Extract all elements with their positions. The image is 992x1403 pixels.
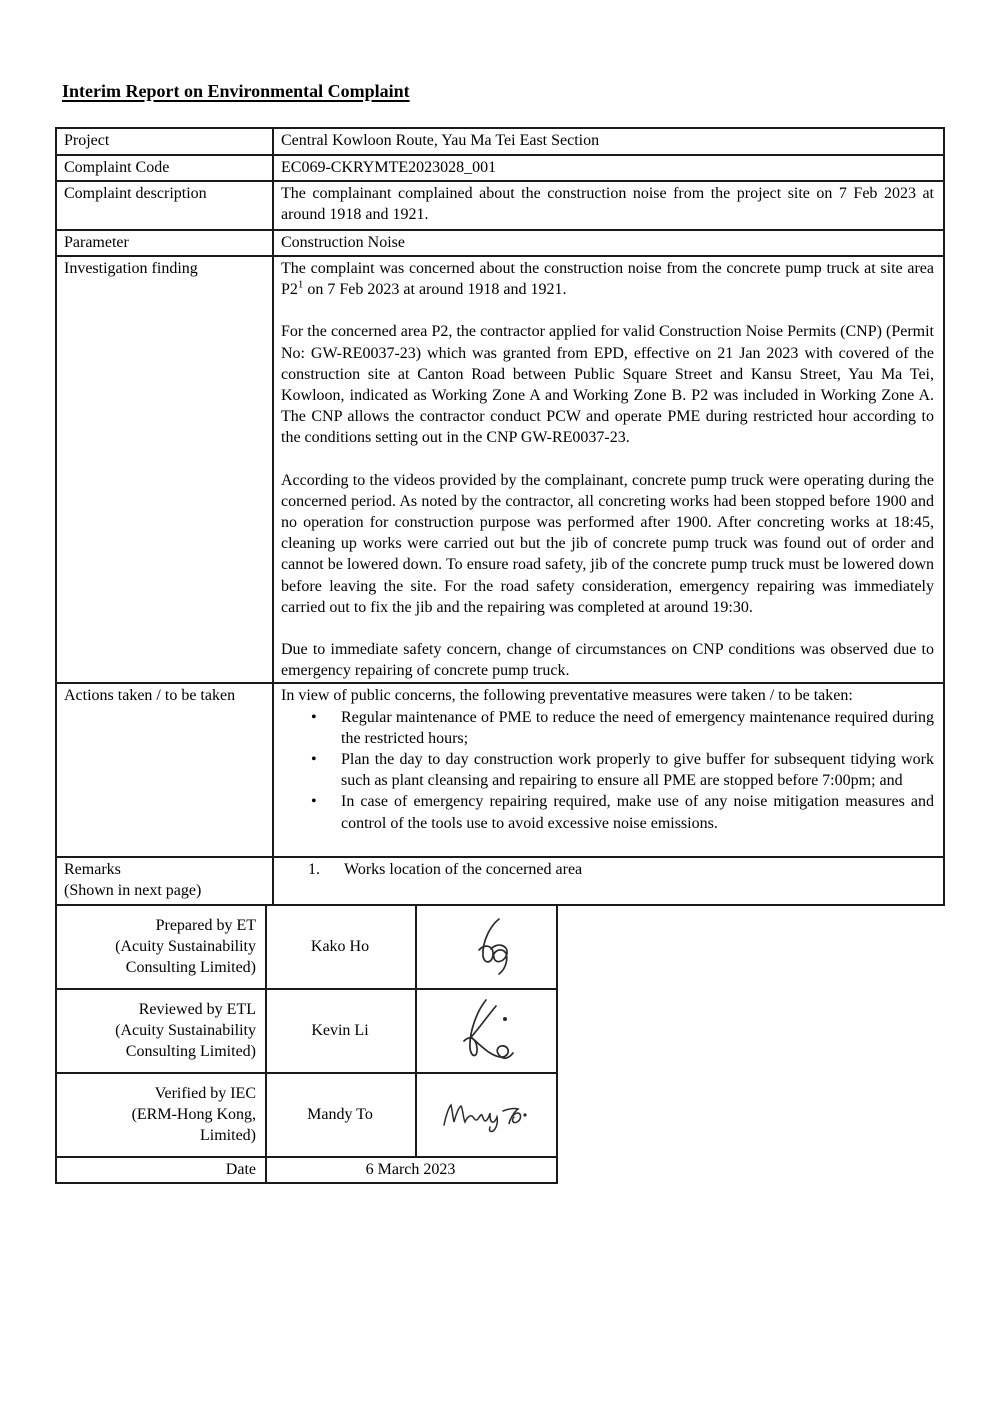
remarks-value	[273, 857, 944, 905]
reviewed-role-line3: Consulting Limited)	[125, 1043, 256, 1061]
row-reviewed-by	[56, 989, 557, 1073]
finding-p1-text: The complaint was concerned about the construction noise from the concrete pump truck at site area P2	[281, 260, 934, 299]
finding-paragraph-4: Due to immediate safety concern, change of circumstances on CNP conditions was observed due to emergency repairing of concrete pump truck.	[281, 641, 934, 680]
finding-paragraph-2: For the concerned area P2, the contractor applied for valid Construction Noise Permits (CNP) (Permit No: GW-RE0037-23) which was granted from EPD, effective on 21 Jan 2023 with covered of the construction site at Canton Road between Public Square Street and Kansu Street, Yau Ma Tei, Kowloon, indicated as Working Zone A and Working Zone B. P2 was included in Working Zone A. The CNP allows the contractor conduct PCW and operate PME during restricted hour according to the conditions setting out in the CNP GW-RE0037-23.	[281, 323, 934, 447]
actions-taken-label: Actions taken / to be taken	[56, 683, 273, 856]
row-verified-by	[56, 1073, 557, 1157]
signoff-table	[55, 904, 558, 1184]
actions-taken-value	[273, 683, 944, 856]
prepared-role-line1: Prepared by ET	[155, 917, 256, 935]
footnote-reference: 1	[297, 278, 304, 291]
row-actions-taken	[56, 683, 944, 856]
bullet-icon: •	[311, 793, 317, 811]
project-label: Project	[56, 128, 273, 155]
remarks-label	[56, 857, 273, 905]
remarks-label-line2: (Shown in next page)	[64, 882, 202, 900]
remarks-item	[308, 859, 934, 880]
bullet-icon: •	[311, 751, 317, 769]
bullet-icon: •	[311, 708, 317, 726]
verified-by-name: Mandy To	[266, 1073, 416, 1157]
verified-role-line3: Limited)	[200, 1127, 256, 1145]
remarks-label-line1: Remarks	[64, 860, 121, 878]
row-prepared-by	[56, 905, 557, 989]
row-complaint-description	[56, 181, 944, 230]
signature-kako-ho	[416, 905, 557, 989]
finding-paragraph-3: According to the videos provided by the complainant, concrete pump truck were operating during the concerned period. As noted by the contractor, all concreting works had been stopped before 1900 and no operation for construction purpose was performed after 1900. After concreting works at 18:45, cleaning up works were carried out but the jib of concrete pump truck was found out of order and cannot be lowered down. To ensure road safety, jib of the concrete pump truck must be lowered down before leaving the site. For the road safety consideration, emergency repairing was immediately carried out to fix the jib and the repairing was completed at around 19:30.	[281, 471, 934, 616]
finding-paragraph-1	[281, 258, 934, 300]
prepared-by-name: Kako Ho	[266, 905, 416, 989]
finding-p1-text-cont: on 7 Feb 2023 at around 1918 and 1921.	[303, 281, 567, 299]
remarks-item-number: 1.	[308, 860, 320, 878]
reviewed-role-line2: (Acuity Sustainability	[115, 1022, 256, 1040]
verified-role-line2: (ERM-Hong Kong,	[131, 1106, 256, 1124]
parameter-value: Construction Noise	[273, 230, 944, 256]
row-investigation-finding	[56, 256, 944, 683]
verified-by-label	[56, 1073, 266, 1157]
action-bullet-2-text: Plan the day to day construction work properly to give buffer for subsequent tidying work such as plant cleansing and repairing to ensure all PME are stopped before 7:00pm; and	[341, 751, 934, 790]
complaint-code-value: EC069-CKRYMTE2023028_001	[273, 155, 944, 181]
row-project	[56, 128, 944, 155]
action-bullet-1	[311, 707, 934, 749]
parameter-label: Parameter	[56, 230, 273, 256]
report-title: Interim Report on Environmental Complaint	[62, 81, 410, 101]
complaint-description-value: The complainant complained about the construction noise from the project site on 7 Feb 2023 at around 1918 and 1921.	[273, 181, 944, 230]
signature-mandy-to	[416, 1073, 557, 1157]
actions-intro: In view of public concerns, the following preventative measures were taken / to be taken:	[281, 687, 853, 705]
reviewed-by-label	[56, 989, 266, 1073]
prepared-by-label	[56, 905, 266, 989]
verified-role-line1: Verified by IEC	[154, 1085, 256, 1103]
date-label: Date	[56, 1157, 266, 1183]
row-complaint-code	[56, 155, 944, 181]
row-remarks	[56, 857, 944, 905]
date-value: 6 March 2023	[266, 1157, 557, 1183]
action-bullet-1-text: Regular maintenance of PME to reduce the need of emergency maintenance required during the restricted hours;	[341, 708, 934, 747]
complaint-description-label: Complaint description	[56, 181, 273, 230]
reviewed-role-line1: Reviewed by ETL	[138, 1001, 256, 1019]
signature-kevin-li	[416, 989, 557, 1073]
remarks-item-text: Works location of the concerned area	[344, 860, 583, 878]
investigation-finding-value	[273, 256, 944, 683]
prepared-role-line3: Consulting Limited)	[125, 959, 256, 977]
investigation-finding-label: Investigation finding	[56, 256, 273, 683]
row-parameter	[56, 230, 944, 256]
complaint-report-table	[55, 127, 945, 906]
complaint-code-label: Complaint Code	[56, 155, 273, 181]
reviewed-by-name: Kevin Li	[266, 989, 416, 1073]
project-value: Central Kowloon Route, Yau Ma Tei East Section	[273, 128, 944, 155]
action-bullet-3-text: In case of emergency repairing required, make use of any noise mitigation measures and control of the tools use to avoid excessive noise emissions.	[341, 793, 934, 832]
action-bullet-3	[311, 791, 934, 833]
prepared-role-line2: (Acuity Sustainability	[115, 938, 256, 956]
row-date	[56, 1157, 557, 1183]
action-bullet-2	[311, 749, 934, 791]
